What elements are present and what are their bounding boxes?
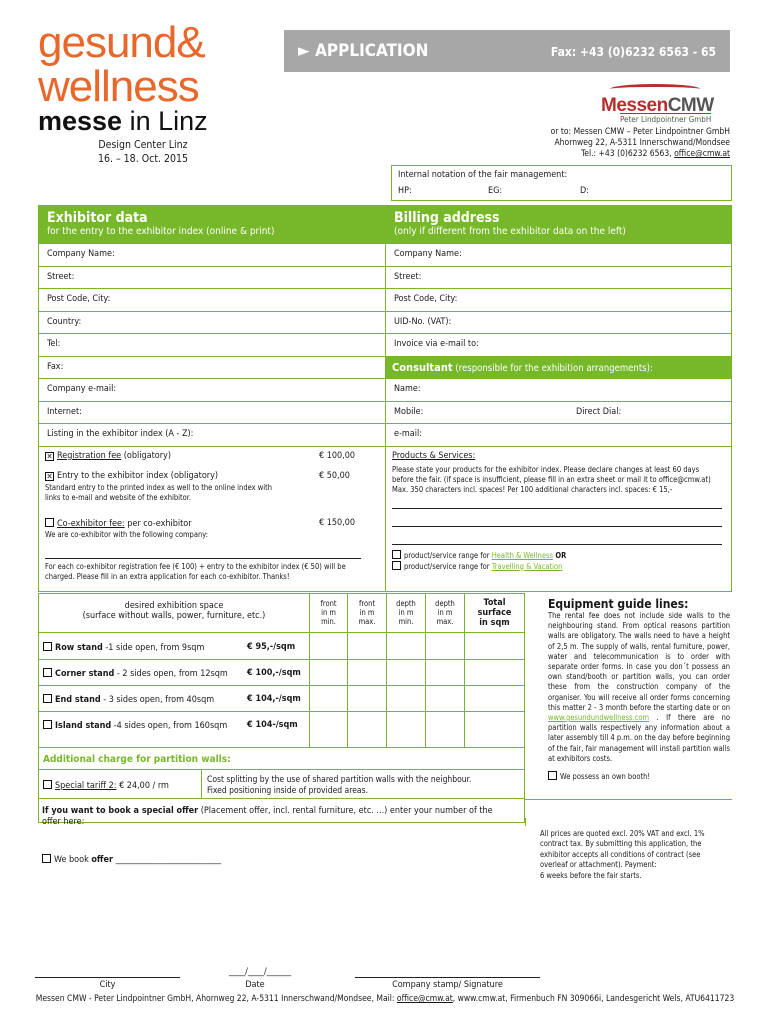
application-banner [284, 30, 730, 72]
book-offer-field[interactable]: We book offer __________________________ [42, 854, 221, 865]
exhibitor-tel-field[interactable]: Tel: [39, 334, 385, 357]
footer-email-link[interactable]: office@cmw.at [396, 994, 453, 1004]
organizer-address: or to: Messen CMW – Peter Lindpointner GmbH Ahornweg 22, A-5311 Innerschwand/Mondsee Tel.: +43 (0)6232 6563, office@cmw.at [550, 127, 730, 159]
products-line-1[interactable] [392, 495, 722, 509]
logo-gesund: gesund& [38, 18, 205, 67]
consultant-name-field[interactable]: Name: [386, 379, 731, 402]
exhibitor-listing-field[interactable]: Listing in the exhibitor index (A - Z): [39, 424, 385, 447]
consultant-email-field[interactable]: e-mail: [386, 424, 731, 447]
billing-company-field[interactable]: Company Name: [386, 244, 731, 267]
billing-invoice-email-field[interactable]: Invoice via e-mail to: [386, 334, 731, 357]
registration-checkbox[interactable]: ✕ [46, 452, 53, 461]
logo-messe: messe in Linz [38, 106, 208, 136]
space-header: desired exhibition space (surface without walls, power, furniture, etc.) [82, 601, 266, 621]
venue-info [48, 138, 238, 166]
stand-corner[interactable]: Corner stand - 2 sides open, from 12sqm € 100,-/sqm [43, 668, 309, 679]
billing-street-field[interactable]: Street: [386, 267, 731, 290]
cmw-logo: MessenCMW [601, 95, 714, 116]
coexhibitor-checkbox[interactable] [45, 518, 54, 527]
cmw-logo-sub: Peter Lindpointner GmbH [620, 115, 712, 124]
eg-field[interactable]: EG: [488, 186, 503, 196]
partition-title: Additional charge for partition walls: [43, 754, 231, 765]
exhibitor-postcode-field[interactable]: Post Code, City: [39, 289, 385, 312]
own-booth-checkbox[interactable]: We possess an own booth! [548, 771, 730, 781]
application-fax: Fax: +43 (0)6232 6563 - 65 [550, 45, 716, 59]
venue-dates: 16. – 18. Oct. 2015 [97, 153, 189, 165]
hp-field[interactable]: HP: [398, 186, 412, 196]
col-front-max: front in m max. [347, 594, 386, 748]
products-text: Please state your products for the exhibitor index. Please declare changes at least 60 days before the fair. (if space is insufficient, please fill in an extra sheet or mail it to office@cmw.at) Max. 350 characters incl. spaces! Per 100 additional characters incl. spaces: € 15,- [392, 464, 711, 494]
col-depth-max: depth in m max. [425, 594, 464, 748]
footer: Messen CMW - Peter Lindpointner GmbH, Ahornweg 22, A-5311 Innerschwand/Mondsee, Mail: office@cmw.at, www.cmw.at, Firmenbuch FN 309066i, Landesgericht Wels, ATU6411723 [35, 994, 735, 1004]
equipment-section [538, 597, 730, 781]
exhibitor-fax-field[interactable]: Fax: [39, 357, 385, 380]
venue-name: Design Center Linz [98, 139, 188, 151]
application-title: ► APPLICATION [298, 41, 429, 61]
products-line-3[interactable] [392, 527, 722, 545]
stand-row[interactable]: Row stand -1 side open, from 9sqm € 95,-/sqm [43, 642, 309, 653]
exhibitor-company-field[interactable]: Company Name: [39, 244, 385, 267]
d-field[interactable]: D: [580, 186, 589, 196]
organizer-email-link[interactable]: office@cmw.at [674, 149, 730, 159]
col-front-min: front in m min. [309, 594, 347, 748]
consultant-direct-dial[interactable]: Direct Dial: [576, 406, 622, 417]
billing-title: Billing address [394, 210, 500, 226]
col-total: Total surface in sqm [464, 594, 524, 748]
coexhibitor-line[interactable] [45, 539, 361, 559]
city-line[interactable] [35, 977, 180, 978]
products-title: Products & Services: [392, 450, 476, 461]
range-travel[interactable]: product/service range for Travelling & Vacation [392, 561, 731, 571]
exhibitor-subtitle: for the entry to the exhibitor index (online & print) [47, 226, 275, 237]
stand-end[interactable]: End stand - 3 sides open, from 40sqm € 104,-/sqm [43, 694, 309, 705]
internal-notation-box: Internal notation of the fair management: HP: EG: D: [391, 165, 732, 201]
exhibitor-country-field[interactable]: Country: [39, 312, 385, 335]
billing-vat-field[interactable]: UID-No. (VAT): [386, 312, 731, 335]
billing-section [386, 206, 731, 591]
main-form [38, 205, 732, 592]
consultant-mobile-field[interactable]: Mobile: Direct Dial: [386, 402, 731, 425]
exhibitor-title: Exhibitor data [47, 210, 148, 226]
billing-postcode-field[interactable]: Post Code, City: [386, 289, 731, 312]
date-line[interactable]: ____/____/______ [228, 967, 292, 977]
products-line-2[interactable] [392, 509, 722, 527]
index-entry-checkbox[interactable]: ✕ [46, 472, 53, 481]
tariff-text: Cost splitting by the use of shared partition walls with the neighbour. Fixed positioning inside of provided areas. [207, 775, 472, 796]
consultant-header: Consultant (responsible for the exhibition arrangements): [386, 357, 731, 380]
range-health[interactable]: product/service range for Health & Wellness OR [392, 550, 731, 560]
exhibitor-section [39, 206, 386, 591]
billing-subtitle: (only if different from the exhibitor data on the left) [394, 226, 626, 237]
special-offer-text: If you want to book a special offer (Placement offer, incl. rental furniture, etc. ...) enter your number of the offer here: [42, 806, 493, 827]
exhibitor-email-field[interactable]: Company e-mail: [39, 379, 385, 402]
exhibition-space-box [38, 593, 525, 823]
logo-wellness: wellness [38, 62, 199, 111]
cmw-swoosh-icon [610, 84, 700, 94]
col-depth-min: depth in m min. [386, 594, 425, 748]
exhibitor-street-field[interactable]: Street: [39, 267, 385, 290]
exhibitor-internet-field[interactable]: Internet: [39, 402, 385, 425]
prices-note: All prices are quoted excl. 20% VAT and excl. 1% contract tax. By submitting this application, the exhibitor accepts all conditions of contract (see overleaf or attachment). Payment: 6 weeks before the fair starts. [540, 829, 705, 880]
fees-block: ✕ Registration fee (obligatory) € 100,00 ✕ Entry to the exhibitor index (obligatory) € 50,00 Standard entry to the printed index as well to the online index with links to e-mail and website of the exhibitor. Co-exhibitor fee: per co-exhibitor € 150,00 We are co-exhibitor with the following company: For each co-exhibitor registration fee (€ 100) + entry to the exhibitor index (€ 50) will be charged. Please fill in an extra application for each co-exhibitor. Thanks! [45, 451, 380, 581]
equipment-title: Equipment guide lines: [548, 597, 689, 611]
exhibitor-header [39, 206, 385, 244]
equipment-text: The rental fee does not include side walls to the neighbouring stand. From optical reasons partition walls are obligatory. The walls need to have a height of 2,5 m. The supply of walls, rental furniture, power, water and telecommunication is to order with separate order forms. In case you don´t possess an own stand/booth or partition walls, you can order these from the construction company of the organiser. You will receive all order forms concerning this matter 2 - 3 month before the starting date or on www.gesundundwellness.com . If there are no partition walls respectively any information about a later assembly till 4 p.m. on the day before beginning of the fair, fair management will install partition walls at exhibitors costs. [548, 611, 730, 763]
stamp-line[interactable] [355, 977, 540, 978]
special-tariff-checkbox[interactable]: Special tariff 2: € 24,00 / rm [43, 780, 169, 791]
website-link[interactable]: www.gesundundwellness.com [548, 713, 650, 723]
stand-island[interactable]: Island stand -4 sides open, from 160sqm € 104-/sqm [43, 720, 309, 731]
billing-header [386, 206, 731, 244]
